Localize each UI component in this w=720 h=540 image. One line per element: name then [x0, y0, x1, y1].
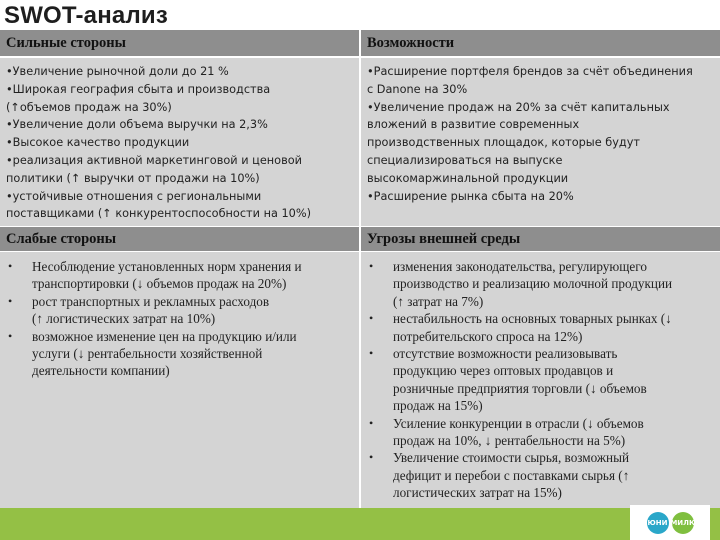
bullet-icon: • [8, 293, 13, 308]
list-item [0, 328, 351, 380]
bullet-icon: • [8, 328, 13, 343]
weaknesses-line: деятельности компании) [32, 363, 170, 379]
threats-header [361, 227, 720, 251]
threats-list [361, 258, 712, 502]
strengths-line: политики (↑ выручки от продажи на 10%) [6, 171, 260, 185]
threats-line: изменения законодательства, регулирующего [393, 259, 647, 274]
weaknesses-line: (↑ логистических затрат на 10%) [32, 311, 216, 327]
strengths-line: •Увеличение доли объема выручки на 2,3% [6, 118, 268, 132]
weaknesses-header [0, 227, 359, 251]
opportunities-header-label: Возможности [367, 35, 455, 51]
threats-line: Увеличение стоимости сырья, возможный [393, 450, 630, 466]
threats-line: потребительского спроса на 12%) [393, 328, 583, 344]
opportunities-line: высокомаржинальной продукции [367, 171, 569, 185]
bullet-icon: • [369, 346, 374, 361]
company-logo [630, 505, 710, 540]
strengths-cell [0, 58, 359, 226]
page-title: SWOT-анализ [4, 2, 168, 29]
bullet-icon: • [369, 450, 374, 465]
list-item [361, 345, 712, 415]
strengths-line: •устойчивые отношения с региональными [6, 189, 262, 203]
threats-line: продаж на 10%, ↓ рентабельности на 5%) [393, 433, 626, 449]
opportunities-line: •Расширение рынка сбыта на 20% [367, 189, 574, 203]
opportunities-line: специализироваться на выпуске [367, 153, 563, 167]
strengths-line: (↑объемов продаж на 30%) [6, 100, 172, 114]
opportunities-line: •Расширение портфеля брендов за счёт объединения [367, 65, 693, 78]
list-item [361, 310, 712, 345]
strengths-header [0, 30, 359, 56]
threats-cell [361, 252, 720, 508]
weaknesses-line: рост транспортных и рекламных расходов [32, 293, 270, 309]
weaknesses-line: услуги (↓ рентабельности хозяйственной [32, 346, 263, 362]
weaknesses-header-label: Слабые стороны [6, 231, 117, 247]
footer-bar [0, 508, 720, 540]
strengths-line: •Увеличение рыночной доли до 21 % [6, 65, 229, 78]
strengths-line: •реализация активной маркетинговой и ценовой [6, 153, 303, 167]
bullet-icon: • [369, 259, 374, 273]
list-item [0, 258, 351, 293]
strengths-line: поставщиками (↑ конкурентоспособности на 10%) [6, 207, 311, 221]
threats-line: (↑ затрат на 7%) [393, 293, 484, 309]
weaknesses-cell [0, 252, 359, 508]
threats-line: нестабильность на основных товарных рынках (↓ [393, 311, 672, 327]
threats-header-label: Угрозы внешней среды [367, 231, 521, 247]
logo-right-circle: МИЛК [672, 512, 694, 534]
weaknesses-line: возможное изменение цен на продукцию и/или [32, 328, 297, 344]
threats-line: Усиление конкуренции в отрасли (↓ объемов [393, 415, 644, 431]
list-item [0, 293, 351, 328]
threats-line: продаж на 15%) [393, 398, 483, 414]
threats-line: логистических затрат на 15%) [393, 485, 562, 501]
logo-mark [647, 512, 694, 534]
bullet-icon: • [369, 415, 374, 430]
weaknesses-line: транспортировки (↓ объемов продаж на 20%) [32, 276, 287, 292]
threats-line: производство и реализацию молочной продукции [393, 276, 673, 292]
strengths-header-label: Сильные стороны [6, 35, 126, 51]
logo-left-circle: ЮНИ [647, 512, 669, 534]
list-item [361, 258, 712, 310]
threats-line: дефицит и перебои с поставками сырья (↑ [393, 467, 630, 483]
bullet-icon: • [369, 311, 374, 326]
strengths-line: •Высокое качество продукции [6, 136, 190, 150]
weaknesses-list [0, 258, 351, 380]
opportunities-line: вложений в развитие современных [367, 118, 580, 132]
list-item [361, 449, 712, 501]
threats-line: продукцию через оптовых продавцов и [393, 363, 614, 379]
list-item [361, 415, 712, 450]
threats-line: розничные предприятия торговли (↓ объемов [393, 380, 647, 396]
opportunities-line: •Увеличение продаж на 20% за счёт капитальных [367, 100, 670, 114]
threats-line: отсутствие возможности реализовывать [393, 346, 618, 362]
opportunities-cell [361, 58, 720, 226]
weaknesses-line: Несоблюдение установленных норм хранения и [32, 259, 302, 274]
opportunities-line: производственных площадок, которые будут [367, 136, 640, 150]
strengths-line: •Широкая география сбыта и производства [6, 82, 271, 96]
bullet-icon: • [8, 259, 13, 273]
opportunities-line: с Danone на 30% [367, 82, 468, 96]
opportunities-header [361, 30, 720, 56]
